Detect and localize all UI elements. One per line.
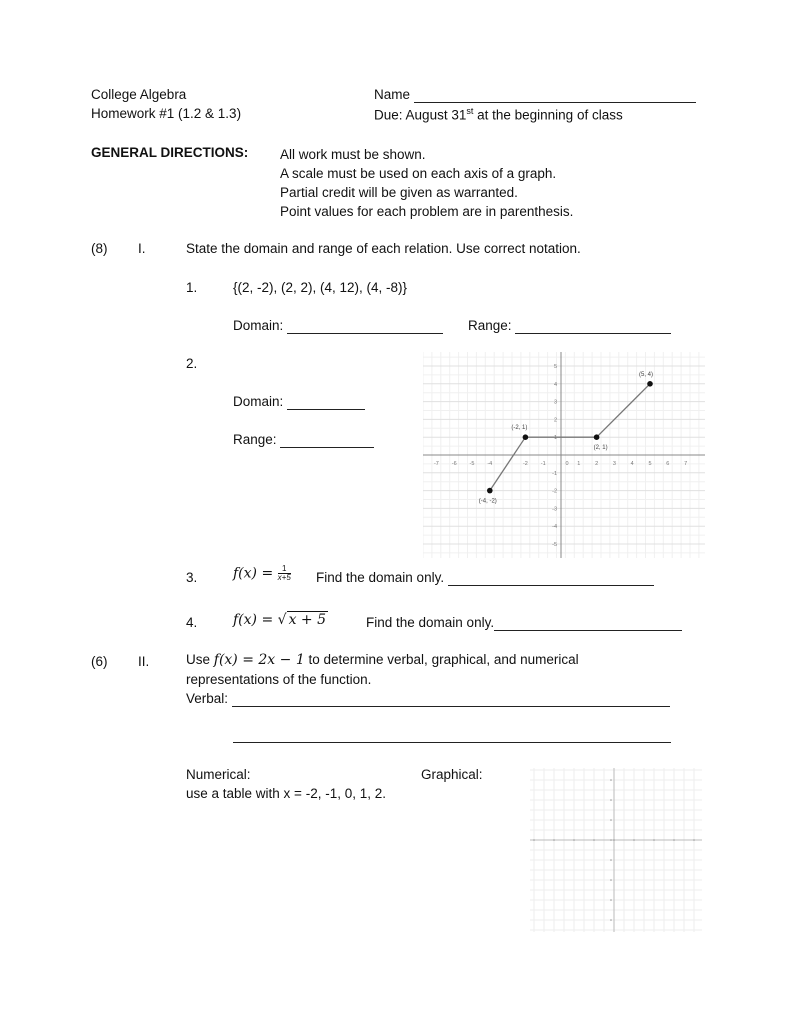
tick-mark (633, 839, 635, 841)
sqrt-icon: √ (277, 612, 287, 628)
section1-roman: I. (138, 241, 146, 256)
function-lhs: f(x) = (233, 565, 278, 582)
section2-points: (6) (91, 654, 108, 669)
range-answer-line[interactable] (280, 433, 374, 448)
y-tick-label: 2 (553, 417, 557, 424)
due-date-text: August 31 (405, 107, 467, 123)
blank-graph[interactable] (530, 768, 702, 932)
x-tick-label: 2 (595, 461, 599, 467)
y-tick-label: -3 (552, 506, 557, 513)
verbal-answer-line-2[interactable] (233, 741, 671, 743)
tick-mark (610, 839, 612, 841)
point-label: (2, 1) (593, 445, 608, 452)
fraction-numerator: 1 (278, 565, 291, 574)
problem1-range (468, 318, 671, 334)
graph-point (487, 488, 493, 494)
direction-line: A scale must be used on each axis of a graph. (280, 166, 557, 181)
x-tick-label: 1 (577, 461, 581, 467)
domain-answer-line[interactable] (287, 395, 365, 410)
y-tick-label: 4 (553, 381, 557, 388)
x-tick-label: -5 (469, 461, 475, 467)
tick-mark (533, 839, 535, 841)
numerical-hint: use a table with x = -2, -1, 0, 1, 2. (186, 786, 386, 801)
tick-mark (610, 879, 612, 881)
tick-mark (653, 839, 655, 841)
x-tick-label: 5 (648, 461, 652, 467)
due-label: Due: (374, 107, 403, 123)
tick-mark (573, 839, 575, 841)
graph-point (594, 434, 600, 440)
x-tick-label: 7 (684, 461, 688, 467)
directions-list (280, 145, 573, 221)
x-tick-label: 3 (612, 461, 616, 467)
name-field-label (374, 87, 696, 103)
direction-line: Partial credit will be given as warranted. (280, 185, 518, 200)
numerical-label: Numerical: (186, 767, 251, 782)
section2-instruction-line2: representations of the function. (186, 672, 372, 687)
x-tick-label: -2 (522, 461, 528, 467)
tick-mark (553, 839, 555, 841)
domain-answer-line[interactable] (448, 571, 654, 586)
tick-mark (610, 819, 612, 821)
tick-mark (613, 839, 615, 841)
x-tick-label: 6 (666, 461, 670, 467)
verbal-row (186, 691, 670, 707)
y-tick-label: 3 (553, 399, 557, 406)
radicand: x + 5 (288, 612, 326, 628)
y-tick-label: -4 (552, 524, 557, 531)
course-title: College Algebra (91, 87, 187, 102)
instruction-text: Find the domain only. (316, 570, 445, 585)
problem1-number: 1. (186, 280, 198, 295)
domain-label: Domain: (233, 394, 284, 409)
instruction-text: to determine verbal, graphical, and numerical (304, 652, 579, 667)
problem3-instruction (316, 570, 654, 586)
tick-mark (610, 919, 612, 921)
range-answer-line[interactable] (515, 319, 671, 334)
problem2-number: 2. (186, 356, 198, 371)
x-tick-label: -4 (487, 461, 493, 467)
x-tick-label: 4 (630, 461, 634, 467)
range-label: Range: (233, 432, 277, 447)
x-tick-label: -1 (540, 461, 546, 467)
tick-mark (610, 859, 612, 861)
y-tick-label: -5 (552, 542, 557, 548)
problem4-number: 4. (186, 615, 198, 630)
relation-graph (423, 352, 705, 558)
problem1-domain (233, 318, 443, 334)
instruction-text: Use (186, 652, 214, 667)
tick-mark (610, 899, 612, 901)
homework-title: Homework #1 (1.2 & 1.3) (91, 106, 242, 121)
domain-answer-line[interactable] (494, 616, 682, 631)
function-expression: f(x) = 2x − 1 (213, 652, 305, 668)
problem4-instruction (366, 615, 682, 631)
point-label: (-4, -2) (478, 498, 497, 505)
function-lhs: f(x) = (233, 612, 278, 628)
name-label: Name (374, 87, 411, 102)
point-label: (5, 4) (638, 371, 654, 378)
direction-line: All work must be shown. (280, 147, 426, 162)
graph-point (523, 434, 529, 440)
tick-mark (693, 839, 695, 841)
due-rest: at the beginning of class (473, 107, 623, 123)
point-label: (-2, 1) (511, 425, 528, 432)
y-tick-label: 5 (553, 364, 557, 370)
x-tick-label: 0 (565, 461, 569, 467)
problem2-domain (233, 394, 365, 410)
name-input-line[interactable] (414, 88, 696, 103)
fraction-denominator: x+5 (277, 573, 291, 583)
instruction-text: Find the domain only. (366, 615, 495, 630)
problem2-range (233, 432, 374, 448)
section2-roman: II. (138, 654, 150, 669)
range-label: Range: (468, 318, 512, 333)
graph-point (647, 381, 653, 387)
tick-mark (610, 799, 612, 801)
section2-instruction-line1 (186, 652, 579, 669)
tick-mark (593, 839, 595, 841)
tick-mark (610, 779, 612, 781)
problem1-set: {(2, -2), (2, 2), (4, 12), (4, -8)} (233, 280, 408, 295)
domain-answer-line[interactable] (287, 319, 443, 334)
problem3-number: 3. (186, 570, 198, 585)
y-tick-label: -2 (552, 488, 557, 495)
fraction (278, 565, 291, 583)
problem4-function (233, 612, 328, 629)
graphical-label: Graphical: (421, 767, 483, 782)
verbal-label: Verbal: (186, 691, 229, 706)
verbal-answer-line[interactable] (232, 692, 670, 707)
direction-line: Point values for each problem are in parenthesis. (280, 204, 574, 219)
due-date (374, 106, 623, 124)
domain-label: Domain: (233, 318, 284, 333)
y-tick-label: 1 (553, 435, 557, 442)
due-date-suffix: st (466, 106, 474, 116)
section1-instruction: State the domain and range of each relation. Use correct notation. (186, 241, 581, 256)
directions-label: GENERAL DIRECTIONS: (91, 145, 249, 160)
x-tick-label: -7 (433, 461, 439, 467)
problem3-function (233, 565, 291, 583)
tick-mark (673, 839, 675, 841)
x-tick-label: -6 (451, 461, 457, 467)
y-tick-label: -1 (552, 470, 557, 477)
section1-points: (8) (91, 241, 108, 256)
